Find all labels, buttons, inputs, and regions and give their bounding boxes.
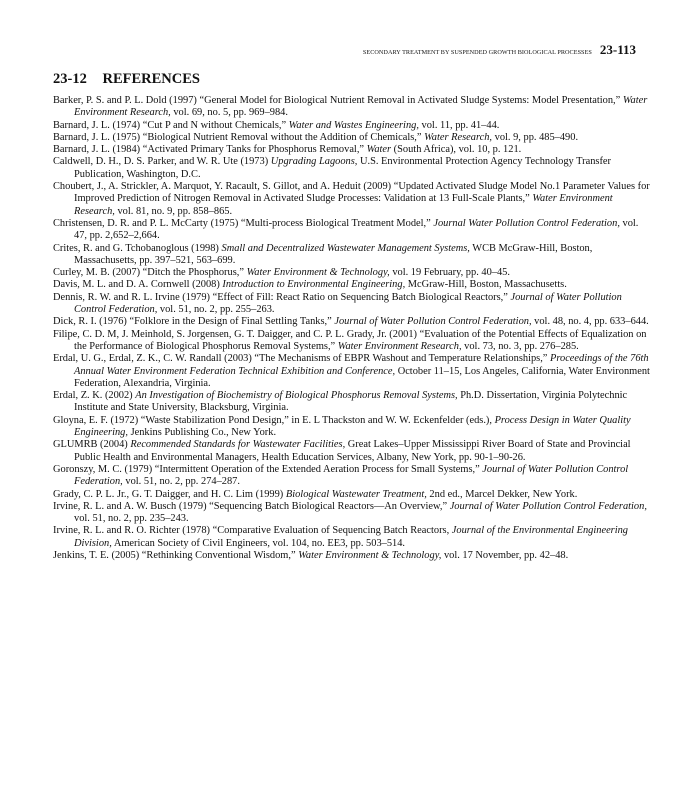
reference-citation: Barnard, J. L. (1975) “Biological Nutrient Removal without the Addition of Chemicals,” [53, 131, 425, 143]
reference-details: U.S. Environmental Protection Agency Technology Transfer Publication, Washington, D.C. [74, 156, 611, 180]
reference-source: Journal of Water Pollution Control Federation, [449, 500, 647, 512]
reference-details: vol. 9, pp. 485–490. [492, 131, 579, 143]
reference-entry [53, 390, 653, 415]
reference-details: vol. 17 November, pp. 42–48. [441, 549, 569, 561]
reference-source: Biological Wastewater Treatment, [285, 488, 427, 500]
reference-entry [53, 132, 653, 144]
reference-entry [53, 464, 653, 489]
reference-details: Great Lakes–Upper Mississippi River Board of State and Provincial Public Health and Environmental Managers, Health Education Services, Albany, New York, pp. 90-1–90-26. [74, 439, 631, 463]
reference-source: Water Environment Research, [337, 340, 462, 352]
reference-details: vol. 51, no. 2, pp. 255–263. [157, 304, 275, 316]
reference-citation: Irvine, R. L. and A. W. Busch (1979) “Sequencing Batch Biological Reactors—An Overview,” [53, 500, 450, 512]
reference-entry [53, 156, 653, 181]
reference-details: vol. 81, no. 9, pp. 858–865. [114, 205, 233, 217]
reference-source: An Investigation of Biochemistry of Biological Phosphorus Removal Systems, [135, 390, 458, 402]
reference-source: Small and Decentralized Wastewater Management Systems, [221, 242, 470, 254]
reference-entry [53, 267, 653, 279]
reference-source: Recommended Standards for Wastewater Facilities, [130, 439, 346, 451]
reference-citation: Irvine, R. L. and R. O. Richter (1978) “Comparative Evaluation of Sequencing Batch Reactors, [53, 525, 452, 537]
reference-details: (South Africa), vol. 10, p. 121. [391, 144, 522, 156]
reference-source: Process Design in Water Quality Engineering, [74, 414, 631, 439]
reference-source: Water Environment & Technology, [298, 549, 442, 561]
reference-details: WCB McGraw-Hill, Boston, Massachusetts, pp. 397–521, 563–699. [74, 242, 593, 266]
reference-entry [53, 292, 653, 317]
section-title-text: REFERENCES [102, 71, 200, 87]
reference-details: vol. 51, no. 2, pp. 235–243. [74, 513, 189, 525]
reference-entry [53, 329, 653, 354]
reference-citation: Crites, R. and G. Tchobanoglous (1998) [53, 242, 222, 254]
reference-details: vol. 51, no. 2, pp. 274–287. [122, 476, 240, 488]
reference-source: Water Environment Research, [74, 95, 648, 119]
reference-citation: Curley, M. B. (2007) “Ditch the Phosphorus,” [53, 267, 247, 279]
reference-details: Ph.D. Dissertation, Virginia Polytechnic Institute and State University, Blacksburg, Virginia. [74, 390, 628, 414]
reference-source: Water Environment & Technology, [246, 267, 390, 279]
reference-entry [53, 181, 653, 218]
reference-citation: Gloyna, E. F. (1972) “Waste Stabilization Pond Design,” in E. L Thackston and W. W. Eckenfelder (eds.), [53, 414, 495, 426]
reference-citation: Barnard, J. L. (1984) “Activated Primary Tanks for Phosphorus Removal,” [53, 144, 367, 156]
reference-entry [53, 144, 653, 156]
reference-citation: Choubert, J., A. Strickler, A. Marquot, Y. Racault, S. Gillot, and A. Heduit (2009) “Updated Activated Sludge Model No.1 Parameter Values for Improved Prediction of Nitrogen Removal in Activated Sludge Processes: Validation at 13 Full-Scale Plants,” [53, 181, 650, 205]
reference-details: vol. 19 February, pp. 40–45. [389, 267, 510, 279]
reference-source: Journal of Water Pollution Control Federation, [74, 291, 622, 316]
reference-citation: Erdal, U. G., Erdal, Z. K., C. W. Randall (2003) “The Mechanisms of EBPR Washout and Temperature Relationships,” [53, 353, 550, 365]
reference-details: Jenkins Publishing Co., New York. [127, 427, 277, 439]
reference-source: Introduction to Environmental Engineering, [222, 279, 406, 291]
reference-source: Journal Water Pollution Control Federation, [433, 217, 620, 229]
reference-details: vol. 73, no. 3, pp. 276–285. [461, 340, 579, 352]
reference-entry [53, 120, 653, 132]
reference-citation: Dick, R. I. (1976) “Folklore in the Design of Final Settling Tanks,” [53, 316, 335, 328]
section-title [53, 71, 200, 88]
reference-details: McGraw-Hill, Boston, Massachusetts. [405, 279, 567, 291]
reference-entry [53, 279, 653, 291]
reference-citation: Erdal, Z. K. (2002) [53, 390, 136, 402]
reference-details: vol. 11, pp. 41–44. [418, 119, 500, 131]
reference-list [53, 95, 653, 562]
section-number: 23-12 [53, 71, 87, 87]
reference-entry [53, 95, 653, 120]
reference-citation: Dennis, R. W. and R. L. Irvine (1979) “Effect of Fill: React Ratio on Sequencing Batch Biological Reactors,” [53, 291, 511, 303]
reference-source: Water and Wastes Engineering, [288, 119, 419, 131]
reference-citation: Grady, C. P. L. Jr., G. T. Daigger, and H. C. Lim (1999) [53, 488, 286, 500]
reference-entry [53, 415, 653, 440]
reference-details: vol. 48, no. 4, pp. 633–644. [531, 316, 649, 328]
reference-entry [53, 316, 653, 328]
reference-citation: Filipe, C. D. M, J. Meinhold, S. Jorgensen, G. T. Daigger, and C. P. L. Grady, Jr. (2001) “Evaluation of the Potential Effects of Equalization on the Performance of Biological Phosphorus Removal Systems,” [53, 328, 647, 352]
reference-details: vol. 69, no. 5, pp. 969–984. [170, 107, 288, 119]
reference-entry [53, 218, 653, 243]
reference-citation: Barker, P. S. and P. L. Dold (1997) “General Model for Biological Nutrient Removal in Activated Sludge Systems: Model Presentation,” [53, 95, 623, 106]
reference-entry [53, 243, 653, 268]
page-header [363, 42, 636, 58]
reference-entry [53, 550, 653, 562]
reference-entry [53, 489, 653, 501]
reference-source: Journal of the Environmental Engineering Division, [74, 525, 629, 549]
reference-citation: Davis, M. L. and D. A. Cornwell (2008) [53, 279, 223, 291]
reference-citation: GLUMRB (2004) [53, 439, 131, 451]
reference-citation: Barnard, J. L. (1974) “Cut P and N without Chemicals,” [53, 119, 289, 131]
reference-details: American Society of Civil Engineers, vol. 104, no. EE3, pp. 503–514. [111, 537, 406, 549]
reference-source: Journal of Water Pollution Control Federation, [334, 316, 532, 328]
reference-entry [53, 353, 653, 390]
reference-source: Proceedings of the 76th Annual Water Environment Federation Technical Exhibition and Conference, [74, 353, 649, 377]
reference-citation: Caldwell, D. H., D. S. Parker, and W. R. Ute (1973) [53, 156, 271, 168]
running-head: SECONDARY TREATMENT BY SUSPENDED GROWTH BIOLOGICAL PROCESSES [362, 49, 592, 56]
reference-source: Water [366, 144, 392, 156]
reference-details: October 11–15, Los Angeles, California, Water Environment Federation, Alexandria, Virginia. [74, 365, 650, 389]
reference-source: Water Research, [424, 131, 493, 143]
reference-details: vol. 47, pp. 2,652–2,664. [74, 217, 639, 242]
reference-citation: Jenkins, T. E. (2005) “Rethinking Conventional Wisdom,” [53, 549, 299, 561]
reference-details: 2nd ed., Marcel Dekker, New York. [426, 488, 578, 500]
reference-entry [53, 501, 653, 526]
page-number: 23-113 [599, 42, 636, 57]
reference-entry [53, 525, 653, 550]
reference-source: Water Environment Research, [74, 193, 613, 217]
reference-citation: Goronszy, M. C. (1979) “Intermittent Operation of the Extended Aeration Process for Small Systems,” [53, 463, 483, 475]
reference-entry [53, 439, 653, 464]
reference-source: Upgrading Lagoons, [270, 156, 358, 168]
reference-citation: Christensen, D. R. and P. L. McCarty (1975) “Multi-process Biological Treatment Model,” [53, 217, 434, 229]
reference-source: Journal of Water Pollution Control Federation, [74, 463, 629, 488]
